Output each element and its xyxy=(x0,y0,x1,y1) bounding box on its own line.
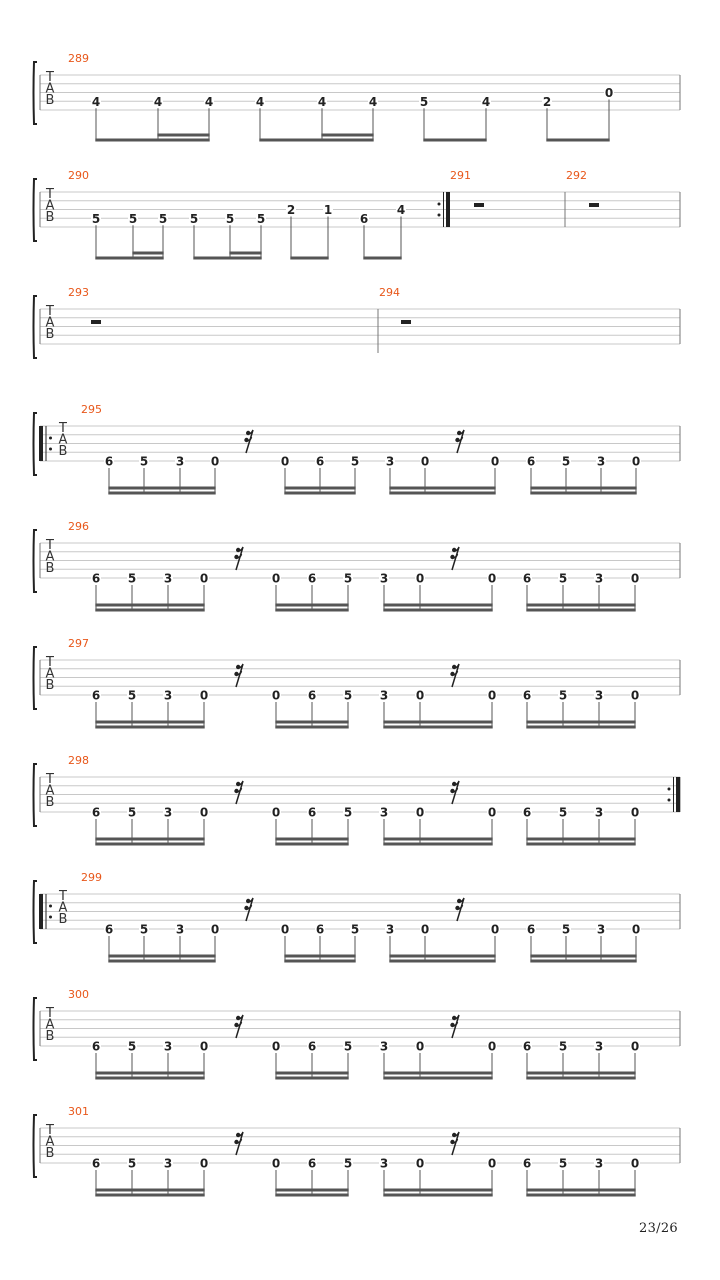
fret-number: 6 xyxy=(91,571,101,586)
fret-number: 5 xyxy=(343,1039,353,1054)
system-bracket xyxy=(34,413,38,475)
sixteenth-rest xyxy=(450,1015,459,1038)
clef-letter-a: A xyxy=(45,198,55,214)
clef-letter-b: B xyxy=(45,561,55,576)
measure-number: 300 xyxy=(68,988,89,1001)
fret-number: 5 xyxy=(127,1039,137,1054)
clef-letter-t: T xyxy=(46,538,54,553)
fret-number: 5 xyxy=(343,805,353,820)
fret-number: 3 xyxy=(596,922,606,937)
fret-number: 0 xyxy=(631,454,641,469)
fret-number: 6 xyxy=(307,688,317,703)
clef-letter-t: T xyxy=(46,304,54,319)
clef-letter-t: T xyxy=(46,655,54,670)
sixteenth-rest xyxy=(244,898,253,921)
fret-number: 5 xyxy=(139,454,149,469)
fret-number: 6 xyxy=(307,1156,317,1171)
measure-number: 292 xyxy=(566,169,587,182)
fret-number: 6 xyxy=(522,688,532,703)
fret-number: 0 xyxy=(487,1039,497,1054)
fret-number: 0 xyxy=(420,922,430,937)
page-number: 23/26 xyxy=(639,1221,678,1236)
repeat-start-thick-bar xyxy=(39,894,43,929)
fret-number: 5 xyxy=(256,211,266,226)
sixteenth-rest xyxy=(244,430,253,453)
clef-letter-b: B xyxy=(45,795,55,810)
fret-number: 3 xyxy=(163,1039,173,1054)
measure-number: 291 xyxy=(450,169,471,182)
fret-number: 6 xyxy=(526,922,536,937)
measure-number: 298 xyxy=(68,754,89,767)
fret-number: 6 xyxy=(526,454,536,469)
clef-letter-b: B xyxy=(45,1029,55,1044)
fret-number: 0 xyxy=(630,571,640,586)
fret-number: 3 xyxy=(175,922,185,937)
repeat-end-thick-bar xyxy=(446,192,450,227)
clef-letter-t: T xyxy=(59,421,67,436)
fret-number: 0 xyxy=(271,805,281,820)
fret-number: 0 xyxy=(280,922,290,937)
fret-number: 6 xyxy=(91,805,101,820)
clef-letter-b: B xyxy=(45,678,55,693)
system-bracket xyxy=(34,62,38,124)
system-bracket xyxy=(34,647,38,709)
fret-number: 3 xyxy=(379,1039,389,1054)
measure-number: 289 xyxy=(68,52,89,65)
fret-number: 5 xyxy=(419,94,429,109)
clef-letter-a: A xyxy=(45,1134,55,1150)
fret-number: 0 xyxy=(199,1039,209,1054)
fret-number: 5 xyxy=(558,1156,568,1171)
fret-number: 4 xyxy=(204,94,214,109)
fret-number: 6 xyxy=(91,688,101,703)
repeat-start-thick-bar xyxy=(39,426,43,461)
clef-letter-a: A xyxy=(45,315,55,331)
fret-number: 3 xyxy=(385,922,395,937)
fret-number: 5 xyxy=(343,688,353,703)
fret-number: 0 xyxy=(199,805,209,820)
fret-number: 0 xyxy=(420,454,430,469)
clef-letter-a: A xyxy=(45,666,55,682)
repeat-dot xyxy=(668,799,671,802)
sixteenth-rest xyxy=(234,664,243,687)
fret-number: 5 xyxy=(350,922,360,937)
fret-number: 4 xyxy=(481,94,491,109)
fret-number: 6 xyxy=(522,571,532,586)
fret-number: 0 xyxy=(630,1039,640,1054)
repeat-end-thick-bar xyxy=(676,777,680,812)
fret-number: 2 xyxy=(286,203,296,217)
fret-number: 3 xyxy=(594,571,604,586)
sixteenth-rest xyxy=(234,1132,243,1155)
system-10 xyxy=(34,1105,681,1195)
fret-number: 0 xyxy=(199,571,209,586)
fret-number: 5 xyxy=(91,211,101,226)
fret-number: 3 xyxy=(379,805,389,820)
fret-number: 5 xyxy=(350,454,360,469)
repeat-dot xyxy=(438,214,441,217)
fret-number: 3 xyxy=(379,1156,389,1171)
fret-number: 0 xyxy=(604,86,614,100)
fret-number: 0 xyxy=(210,922,220,937)
system-bracket xyxy=(34,998,38,1060)
system-bracket xyxy=(34,296,38,358)
fret-number: 5 xyxy=(558,571,568,586)
fret-number: 3 xyxy=(163,571,173,586)
fret-number: 5 xyxy=(127,688,137,703)
system-5 xyxy=(34,520,681,610)
whole-rest xyxy=(401,320,411,324)
fret-number: 5 xyxy=(225,211,235,226)
fret-number: 0 xyxy=(630,688,640,703)
fret-number: 0 xyxy=(490,922,500,937)
sixteenth-rest xyxy=(450,781,459,804)
fret-number: 5 xyxy=(561,454,571,469)
fret-number: 6 xyxy=(359,211,369,226)
fret-number: 6 xyxy=(91,1039,101,1054)
clef-letter-b: B xyxy=(58,444,68,459)
repeat-dot xyxy=(49,437,52,440)
fret-number: 0 xyxy=(487,805,497,820)
fret-number: 3 xyxy=(594,805,604,820)
fret-number: 0 xyxy=(415,571,425,586)
fret-number: 5 xyxy=(127,571,137,586)
measure-number: 290 xyxy=(68,169,89,182)
measure-number: 295 xyxy=(81,403,102,416)
fret-number: 6 xyxy=(307,805,317,820)
system-9 xyxy=(34,988,681,1078)
sixteenth-rest xyxy=(455,430,464,453)
sixteenth-rest xyxy=(234,781,243,804)
fret-number: 0 xyxy=(199,688,209,703)
clef-letter-b: B xyxy=(45,93,55,108)
clef-letter-t: T xyxy=(59,889,67,904)
clef-letter-a: A xyxy=(45,549,55,565)
sixteenth-rest xyxy=(450,664,459,687)
system-6 xyxy=(34,637,681,727)
system-1 xyxy=(34,52,681,140)
fret-number: 6 xyxy=(315,922,325,937)
clef-letter-t: T xyxy=(46,1123,54,1138)
sixteenth-rest xyxy=(450,1132,459,1155)
whole-rest xyxy=(589,203,599,207)
fret-number: 6 xyxy=(315,454,325,469)
fret-number: 6 xyxy=(522,805,532,820)
repeat-dot xyxy=(438,203,441,206)
fret-number: 6 xyxy=(104,922,114,937)
measure-number: 296 xyxy=(68,520,89,533)
fret-number: 5 xyxy=(558,805,568,820)
fret-number: 0 xyxy=(490,454,500,469)
fret-number: 3 xyxy=(175,454,185,469)
repeat-dot xyxy=(49,916,52,919)
clef-letter-b: B xyxy=(58,912,68,927)
fret-number: 0 xyxy=(271,1156,281,1171)
repeat-dot xyxy=(49,905,52,908)
clef-letter-a: A xyxy=(45,783,55,799)
repeat-dot xyxy=(49,448,52,451)
fret-number: 5 xyxy=(189,211,199,226)
system-bracket xyxy=(34,530,38,592)
clef-letter-t: T xyxy=(46,1006,54,1021)
sixteenth-rest xyxy=(234,547,243,570)
system-bracket xyxy=(34,764,38,826)
fret-number: 0 xyxy=(415,805,425,820)
fret-number: 0 xyxy=(631,922,641,937)
fret-number: 5 xyxy=(343,1156,353,1171)
measure-number: 299 xyxy=(81,871,102,884)
fret-number: 0 xyxy=(487,688,497,703)
sixteenth-rest xyxy=(450,547,459,570)
fret-number: 3 xyxy=(594,688,604,703)
fret-number: 0 xyxy=(415,1156,425,1171)
fret-number: 0 xyxy=(271,688,281,703)
fret-number: 5 xyxy=(139,922,149,937)
clef-letter-a: A xyxy=(45,1017,55,1033)
fret-number: 5 xyxy=(127,805,137,820)
fret-number: 0 xyxy=(271,1039,281,1054)
system-bracket xyxy=(34,881,38,943)
fret-number: 0 xyxy=(630,1156,640,1171)
fret-number: 3 xyxy=(379,688,389,703)
fret-number: 2 xyxy=(542,94,552,109)
fret-number: 6 xyxy=(307,571,317,586)
clef-letter-a: A xyxy=(45,81,55,97)
clef-letter-t: T xyxy=(46,772,54,787)
fret-number: 5 xyxy=(558,1039,568,1054)
fret-number: 5 xyxy=(558,688,568,703)
clef-letter-b: B xyxy=(45,210,55,225)
fret-number: 6 xyxy=(307,1039,317,1054)
fret-number: 0 xyxy=(271,571,281,586)
fret-number: 4 xyxy=(255,94,265,109)
fret-number: 0 xyxy=(415,1039,425,1054)
system-bracket xyxy=(34,1115,38,1177)
clef-letter-b: B xyxy=(45,327,55,342)
system-7 xyxy=(34,754,681,844)
fret-number: 3 xyxy=(163,688,173,703)
fret-number: 0 xyxy=(487,1156,497,1171)
fret-number: 0 xyxy=(199,1156,209,1171)
fret-number: 5 xyxy=(158,211,168,226)
system-8 xyxy=(34,871,681,961)
measure-number: 294 xyxy=(379,286,400,299)
clef-letter-b: B xyxy=(45,1146,55,1161)
fret-number: 3 xyxy=(379,571,389,586)
fret-number: 0 xyxy=(415,688,425,703)
fret-number: 4 xyxy=(91,94,101,109)
system-2 xyxy=(34,169,681,258)
clef-letter-t: T xyxy=(46,187,54,202)
measure-number: 293 xyxy=(68,286,89,299)
fret-number: 0 xyxy=(487,571,497,586)
clef-letter-a: A xyxy=(58,432,68,448)
whole-rest xyxy=(474,203,484,207)
system-bracket xyxy=(34,179,38,241)
fret-number: 5 xyxy=(343,571,353,586)
fret-number: 3 xyxy=(594,1156,604,1171)
fret-number: 4 xyxy=(317,94,327,109)
fret-number: 6 xyxy=(522,1039,532,1054)
measure-number: 297 xyxy=(68,637,89,650)
system-4 xyxy=(34,403,681,493)
system-3 xyxy=(34,286,681,358)
fret-number: 5 xyxy=(128,211,138,226)
sixteenth-rest xyxy=(234,1015,243,1038)
fret-number: 4 xyxy=(153,94,163,109)
clef-letter-t: T xyxy=(46,70,54,85)
fret-number: 0 xyxy=(280,454,290,469)
measure-number: 301 xyxy=(68,1105,89,1118)
fret-number: 4 xyxy=(368,94,378,109)
fret-number: 5 xyxy=(561,922,571,937)
fret-number: 3 xyxy=(163,1156,173,1171)
whole-rest xyxy=(91,320,101,324)
clef-letter-a: A xyxy=(58,900,68,916)
fret-number: 3 xyxy=(596,454,606,469)
fret-number: 0 xyxy=(210,454,220,469)
fret-number: 6 xyxy=(91,1156,101,1171)
sixteenth-rest xyxy=(455,898,464,921)
fret-number: 3 xyxy=(594,1039,604,1054)
fret-number: 1 xyxy=(323,203,333,217)
repeat-dot xyxy=(668,788,671,791)
fret-number: 6 xyxy=(522,1156,532,1171)
fret-number: 5 xyxy=(127,1156,137,1171)
fret-number: 0 xyxy=(630,805,640,820)
fret-number: 4 xyxy=(396,203,406,217)
fret-number: 3 xyxy=(163,805,173,820)
fret-number: 3 xyxy=(385,454,395,469)
fret-number: 6 xyxy=(104,454,114,469)
